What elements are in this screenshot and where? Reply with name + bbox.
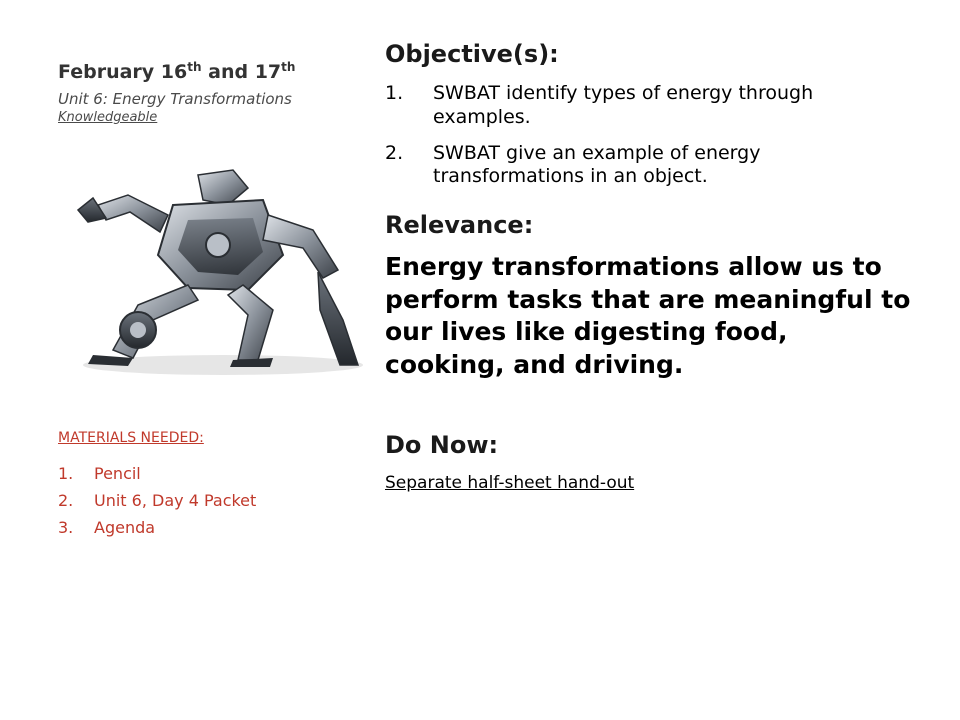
date-title-sup1: th <box>187 60 202 74</box>
knowledge-label: Knowledgeable <box>58 109 158 125</box>
list-item: 2. SWBAT give an example of energy transformations in an object. <box>385 141 761 188</box>
date-title <box>58 60 358 84</box>
list-item: 1. SWBAT identify types of energy through examples. <box>385 82 814 128</box>
robot-illustration <box>58 160 378 390</box>
materials-section <box>58 430 358 545</box>
relevance-text: Energy transformations allow us to perform tasks that are meaningful to our lives like digesting food, cooking, and driving. <box>385 252 911 379</box>
list-item: 1. Pencil <box>58 464 141 483</box>
do-now-heading: Do Now: <box>385 431 499 459</box>
materials-heading: MATERIALS NEEDED: <box>58 430 204 446</box>
list-item: 3. Agenda <box>58 518 156 537</box>
date-title-part1: February 16 <box>58 61 188 83</box>
content-column <box>385 40 915 493</box>
unit-subtitle: Unit 6: Energy Transformations <box>58 89 292 108</box>
objectives-list <box>385 82 915 189</box>
relevance-heading: Relevance: <box>385 211 534 239</box>
date-title-sup2: th <box>281 60 296 74</box>
date-title-part2: and 17 <box>201 61 282 83</box>
materials-list <box>58 464 358 537</box>
do-now-text: Separate half-sheet hand-out <box>385 473 635 493</box>
list-item: 2. Unit 6, Day 4 Packet <box>58 491 257 510</box>
objectives-heading: Objective(s): <box>385 40 559 68</box>
slide-header <box>58 60 358 125</box>
